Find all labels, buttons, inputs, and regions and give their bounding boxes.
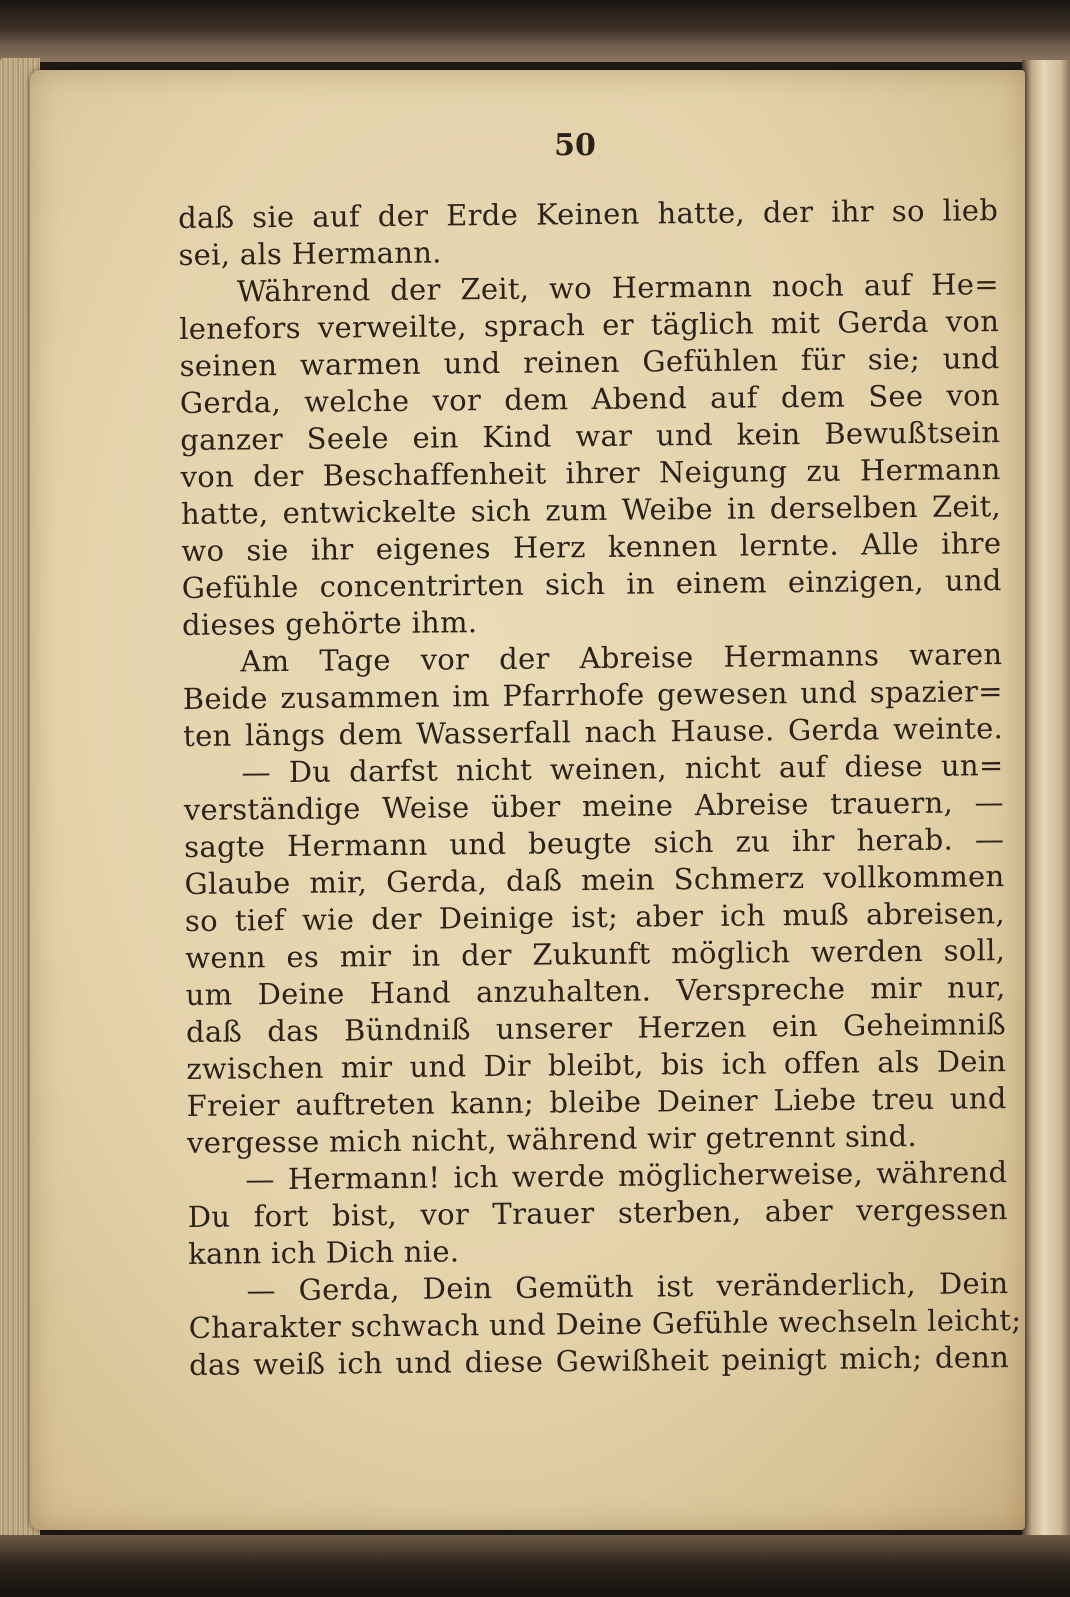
text-line: Beide zusammen im Pfarrhofe gewesen und spazier= xyxy=(182,674,1003,716)
text-line: Freier auftreten kann; bleibe Deiner Liebe treu und xyxy=(186,1081,1007,1123)
text-line: — Hermann! ich werde möglicherweise, während xyxy=(245,1155,1008,1197)
text-line: daß das Bündniß unserer Herzen ein Geheimniß xyxy=(185,1007,1007,1049)
book-bottom-edge xyxy=(0,1535,1070,1597)
text-line: Gefühle concentrirten sich in einem einzigen, und xyxy=(181,563,1002,605)
text-line: — Du darfst nicht weinen, nicht auf diese un= xyxy=(241,748,1004,790)
text-line: zwischen mir und Dir bleibt, bis ich offen als Dein xyxy=(186,1044,1007,1086)
page-body-text xyxy=(178,192,1022,1384)
text-line: Charakter schwach und Deine Gefühle wechseln leicht; xyxy=(188,1302,1022,1345)
text-line: wenn es mir in der Zukunft möglich werden soll, xyxy=(185,933,1006,975)
text-line: dieses gehörte ihm. xyxy=(181,605,478,642)
text-line: sei, als Hermann. xyxy=(178,235,442,272)
text-line: seinen warmen und reinen Gefühlen für sie; und xyxy=(179,341,1000,383)
book-spine-edge xyxy=(1022,60,1070,1560)
text-line: von der Beschaffenheit ihrer Neigung zu Hermann xyxy=(180,452,1001,494)
page-number: 50 xyxy=(554,128,596,163)
text-line: sagte Hermann und beugte sich zu ihr herab. — xyxy=(184,822,1005,864)
text-line: daß sie auf der Erde Keinen hatte, der ihr so lieb xyxy=(178,193,999,235)
text-line: lenefors verweilte, sprach er täglich mit Gerda von xyxy=(179,304,1000,346)
text-line: — Gerda, Dein Gemüth ist veränderlich, Dein xyxy=(246,1266,1009,1308)
text-line: hatte, entwickelte sich zum Weibe in derselben Zeit, xyxy=(180,489,1002,531)
text-line: Gerda, welche vor dem Abend auf dem See von xyxy=(179,378,1001,420)
text-line: Glaube mir, Gerda, daß mein Schmerz vollkommen xyxy=(184,859,1005,901)
text-line: ten längs dem Wasserfall nach Hause. Gerda weinte. xyxy=(182,711,1004,753)
text-line: so tief wie der Deinige ist; aber ich muß abreisen, xyxy=(184,896,1006,938)
text-line: Du fort bist, vor Trauer sterben, aber vergessen xyxy=(187,1192,1008,1234)
text-line: vergesse mich nicht, während wir getrennt sind. xyxy=(186,1118,918,1160)
text-line: das weiß ich und diese Gewißheit peinigt mich; denn xyxy=(189,1340,1010,1382)
text-line: verständige Weise über meine Abreise trauern, — xyxy=(183,785,1004,827)
book-top-edge xyxy=(0,0,1070,62)
text-line: kann ich Dich nie. xyxy=(187,1234,460,1271)
text-line: ganzer Seele ein Kind war und kein Bewußtsein xyxy=(180,415,1001,457)
text-line: Während der Zeit, wo Hermann noch auf He= xyxy=(236,267,1000,309)
text-line: um Deine Hand anzuhalten. Verspreche mir nur, xyxy=(185,970,1006,1012)
text-line: wo sie ihr eigenes Herz kennen lernte. Alle ihre xyxy=(181,526,1002,568)
text-line: Am Tage vor der Abreise Hermanns waren xyxy=(240,637,1003,679)
